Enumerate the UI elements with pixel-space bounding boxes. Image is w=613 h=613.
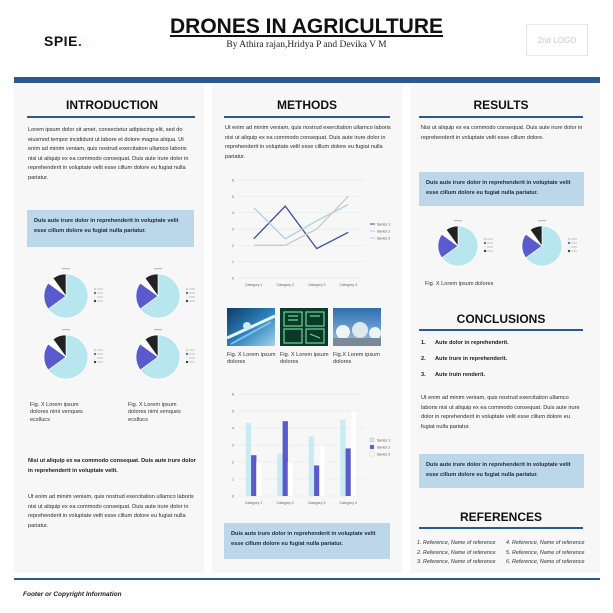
photo-caption-1: Fig. X Lorem ipsum dolores	[227, 352, 276, 366]
x-tick-label: Category 3	[307, 283, 326, 287]
introduction-text: Lorem ipsum dolor sit amet, consectetur adipiscing elit, sed do eiusmod tempor incididunt ut labore et dolore magna aliqua. Ut enim ad minim veniam, quis nostrud exercitation ullamco laboris nisi ut aliquip ex ea commodo consequat. Duis aute irure dolor in reprehenderit in voluptate velit esse cillum dolore eu fugiat nulla pariatur.	[28, 127, 189, 182]
references-rule	[419, 527, 583, 529]
bar	[256, 462, 261, 496]
series-line	[254, 205, 349, 239]
intro-pie-charts	[18, 268, 208, 398]
bar	[340, 420, 345, 497]
pie-legend-marker	[186, 361, 188, 363]
pie-legend-label	[189, 300, 195, 301]
pie-legend-marker	[186, 353, 188, 355]
pie-legend-marker	[484, 250, 486, 252]
poster-authors: By Athira rajan,Hridya P and Devika V M	[226, 40, 387, 50]
poster-header	[0, 0, 613, 76]
y-tick-label: 3	[232, 227, 234, 232]
methods-rule	[224, 116, 390, 118]
x-tick-label: Category 4	[339, 501, 358, 505]
pie-title	[154, 329, 162, 330]
pie-legend-label	[189, 353, 195, 354]
pie-legend-marker	[94, 288, 96, 290]
bar	[319, 445, 324, 496]
results-rule	[419, 116, 583, 118]
pie-legend-label	[189, 361, 195, 362]
introduction-rule	[27, 116, 195, 118]
pie-legend-label	[97, 349, 103, 350]
pie-legend-label	[571, 246, 577, 247]
header-divider	[14, 77, 600, 83]
bar	[314, 465, 319, 496]
pie-title	[62, 329, 70, 330]
pie-legend-marker	[94, 300, 96, 302]
photo-caption-3: Fig.X Lorem ipsum dolores	[333, 352, 380, 366]
second-logo-placeholder: 2nd LOGO	[526, 24, 588, 56]
bar	[288, 462, 293, 496]
results-pie-charts	[420, 212, 590, 278]
introduction-figure-caption-right: Fig. X Lorem ipsum dolores nimi venques ecsllucs	[128, 402, 181, 423]
y-tick-label: 6	[232, 392, 234, 397]
photo-caption-2: Fig. X Lorem ipsum dolores	[280, 352, 329, 366]
y-tick-label: 0	[232, 276, 234, 281]
results-figure-caption: Fig. X Lorem ipsum dolores	[425, 281, 494, 287]
pie-legend-marker	[186, 288, 188, 290]
drone-photo-3	[333, 308, 381, 346]
pie-legend-label	[487, 242, 493, 243]
pie-legend-marker	[186, 349, 188, 351]
y-tick-label: 1	[232, 477, 234, 482]
pie-legend-marker	[186, 292, 188, 294]
y-tick-label: 4	[232, 211, 234, 216]
pie-legend-label	[189, 292, 195, 293]
pie-legend-marker	[484, 246, 486, 248]
reference-item: 3. Reference, Name of reference	[417, 559, 496, 566]
pie-legend-label	[571, 242, 577, 243]
conclusions-item: 2. Aute irure in reprehenderit.	[421, 356, 508, 362]
legend-marker	[370, 452, 374, 456]
conclusions-callout: Duis aute irure dolor in reprehenderit in voluptate velit esse cillum dolore eu fugiat nulla pariatur.	[419, 454, 584, 488]
introduction-callout: Duis aute irure dolor in reprehenderit in voluptate velit esse cillum dolore eu fugiat nulla pariatur.	[27, 210, 194, 247]
pie-legend-marker	[186, 300, 188, 302]
y-tick-label: 5	[232, 194, 234, 199]
bar	[246, 423, 251, 496]
pie-legend-label	[97, 296, 103, 297]
pie-title	[538, 220, 546, 221]
reference-item: 4. Reference, Name of reference	[506, 540, 585, 546]
pie-legend-label	[97, 357, 103, 358]
results-title: RESULTS	[473, 98, 529, 112]
introduction-title: INTRODUCTION	[66, 98, 158, 112]
bar	[351, 411, 356, 496]
pie-legend-label	[487, 238, 493, 239]
pie-legend-marker	[484, 238, 486, 240]
reference-item: 6. Reference, Name of reference	[506, 559, 585, 566]
pie-legend-marker	[568, 238, 570, 240]
pie-legend-marker	[94, 349, 96, 351]
y-tick-label: 2	[232, 460, 234, 465]
reference-item: 2. Reference, Name of reference	[417, 549, 496, 556]
bar	[283, 421, 288, 496]
reference-item: 1. Reference, Name of reference	[417, 540, 496, 546]
pie-legend-marker	[94, 292, 96, 294]
conclusions-item: 3. Aute iruin renderit.	[421, 372, 486, 378]
pie-legend-marker	[94, 296, 96, 298]
legend-marker	[370, 445, 374, 449]
pie-title	[454, 220, 462, 221]
references-list-left	[417, 539, 505, 568]
y-tick-label: 5	[232, 409, 234, 414]
pie-legend-label	[97, 288, 103, 289]
pie-legend-label	[97, 361, 103, 362]
pie-legend-marker	[568, 246, 570, 248]
pie-legend-marker	[186, 357, 188, 359]
drone-photo-1	[227, 308, 275, 346]
conclusions-list	[421, 340, 581, 388]
methods-bar-chart	[224, 386, 394, 510]
pie-legend-marker	[484, 242, 486, 244]
pie-legend-label	[97, 292, 103, 293]
y-tick-label: 2	[232, 243, 234, 248]
results-text: Nisi ut aliquip ex ea commodo consequat. Duis aute irure dolor in reprehenderit in voluptate velit esse cillum dolore.	[421, 125, 583, 141]
pie-title	[154, 268, 162, 269]
pie-title	[62, 268, 70, 269]
x-tick-label: Category 1	[244, 283, 263, 287]
legend-label: Series 3	[377, 452, 391, 457]
reference-item: 5. Reference, Name of reference	[506, 549, 585, 556]
spie-logo: SPIE.	[44, 33, 83, 49]
pie-legend-label	[97, 353, 103, 354]
x-tick-label: Category 4	[339, 283, 358, 287]
references-title: REFERENCES	[459, 510, 542, 524]
y-tick-label: 0	[232, 494, 234, 499]
conclusions-rule	[419, 329, 583, 331]
bar	[309, 437, 314, 497]
pie-legend-label	[189, 288, 195, 289]
pie-legend-marker	[186, 296, 188, 298]
introduction-text-2: Ut enim ad minim veniam, quis nostrud exercitation ullamco laboris nisi ut aliquip ex ea commodo consequat. Duis aute irure dolor in reprehenderit in voluptate velit esse cillum dolore eu fugiat nulla pariatur.	[28, 494, 194, 529]
pie-legend-label	[487, 246, 493, 247]
y-tick-label: 4	[232, 426, 234, 431]
x-tick-label: Category 2	[276, 283, 295, 287]
drone-photo-2	[280, 308, 328, 346]
pie-legend-label	[189, 357, 195, 358]
methods-title: METHODS	[277, 98, 337, 112]
x-tick-label: Category 3	[307, 501, 326, 505]
pie-legend-label	[97, 300, 103, 301]
legend-label: Series 1	[377, 438, 391, 443]
introduction-bold-text: Nisi ut aliquip ex ea commodo consequat. Duis aute irure dolor in reprehenderit in voluptate velit.	[28, 458, 196, 474]
introduction-figure-caption-left: Fig. X Lorem ipsum dolores nimi venques ecsllucs	[30, 402, 83, 423]
pie-legend-marker	[94, 361, 96, 363]
poster-title: DRONES IN AGRICULTURE	[170, 15, 443, 38]
legend-label: Series 1	[377, 222, 391, 227]
pie-legend-label	[571, 250, 577, 251]
methods-text: Ut enim ad minim veniam, quis nostrud exercitation ullamco laboris nisi ut aliquip ex ea commodo consequat. Duis aute irure dolor in reprehenderit in voluptate velit esse cillum dolore eu fugiat nulla pariatur.	[225, 125, 391, 160]
pie-legend-marker	[568, 250, 570, 252]
pie-legend-label	[571, 238, 577, 239]
bar	[277, 454, 282, 497]
footer-divider	[14, 578, 600, 580]
y-tick-label: 6	[232, 178, 234, 183]
y-tick-label: 3	[232, 443, 234, 448]
pie-legend-label	[487, 250, 493, 251]
legend-label: Series 2	[377, 229, 391, 234]
pie-legend-label	[189, 296, 195, 297]
methods-callout: Duis aute irure dolor in reprehenderit in voluptate velit esse cillum dolore eu fugiat nulla pariatur.	[224, 523, 390, 559]
bar	[346, 448, 351, 496]
conclusions-title: CONCLUSIONS	[456, 312, 546, 326]
legend-label: Series 2	[377, 445, 391, 450]
pie-legend-marker	[568, 242, 570, 244]
pie-legend-marker	[94, 353, 96, 355]
methods-line-chart	[224, 172, 394, 292]
pie-legend-marker	[94, 357, 96, 359]
x-tick-label: Category 1	[244, 501, 263, 505]
y-tick-label: 1	[232, 260, 234, 265]
legend-label: Series 3	[377, 236, 391, 241]
bar	[251, 455, 256, 496]
legend-marker	[370, 438, 374, 442]
conclusions-item: 1. Aute dolor in reprehenderit.	[421, 340, 509, 346]
footer-text: Footer or Copyright Information	[23, 591, 122, 598]
pie-legend-label	[189, 349, 195, 350]
references-list-right	[506, 539, 592, 568]
conclusions-text: Ut enim ad minim veniam, quis nostrud exercitation ullamco laboris nisi ut aliquip ex ea commodo consequat. Duis aute irure dolor in reprehenderit in voluptate velit esse cillum dolore eu fugiat nulla pariatur.	[421, 395, 580, 430]
x-tick-label: Category 2	[276, 501, 295, 505]
results-callout: Duis aute irure dolor in reprehenderit in voluptate velit esse cillum dolore eu fugiat nulla pariatur.	[419, 172, 584, 206]
